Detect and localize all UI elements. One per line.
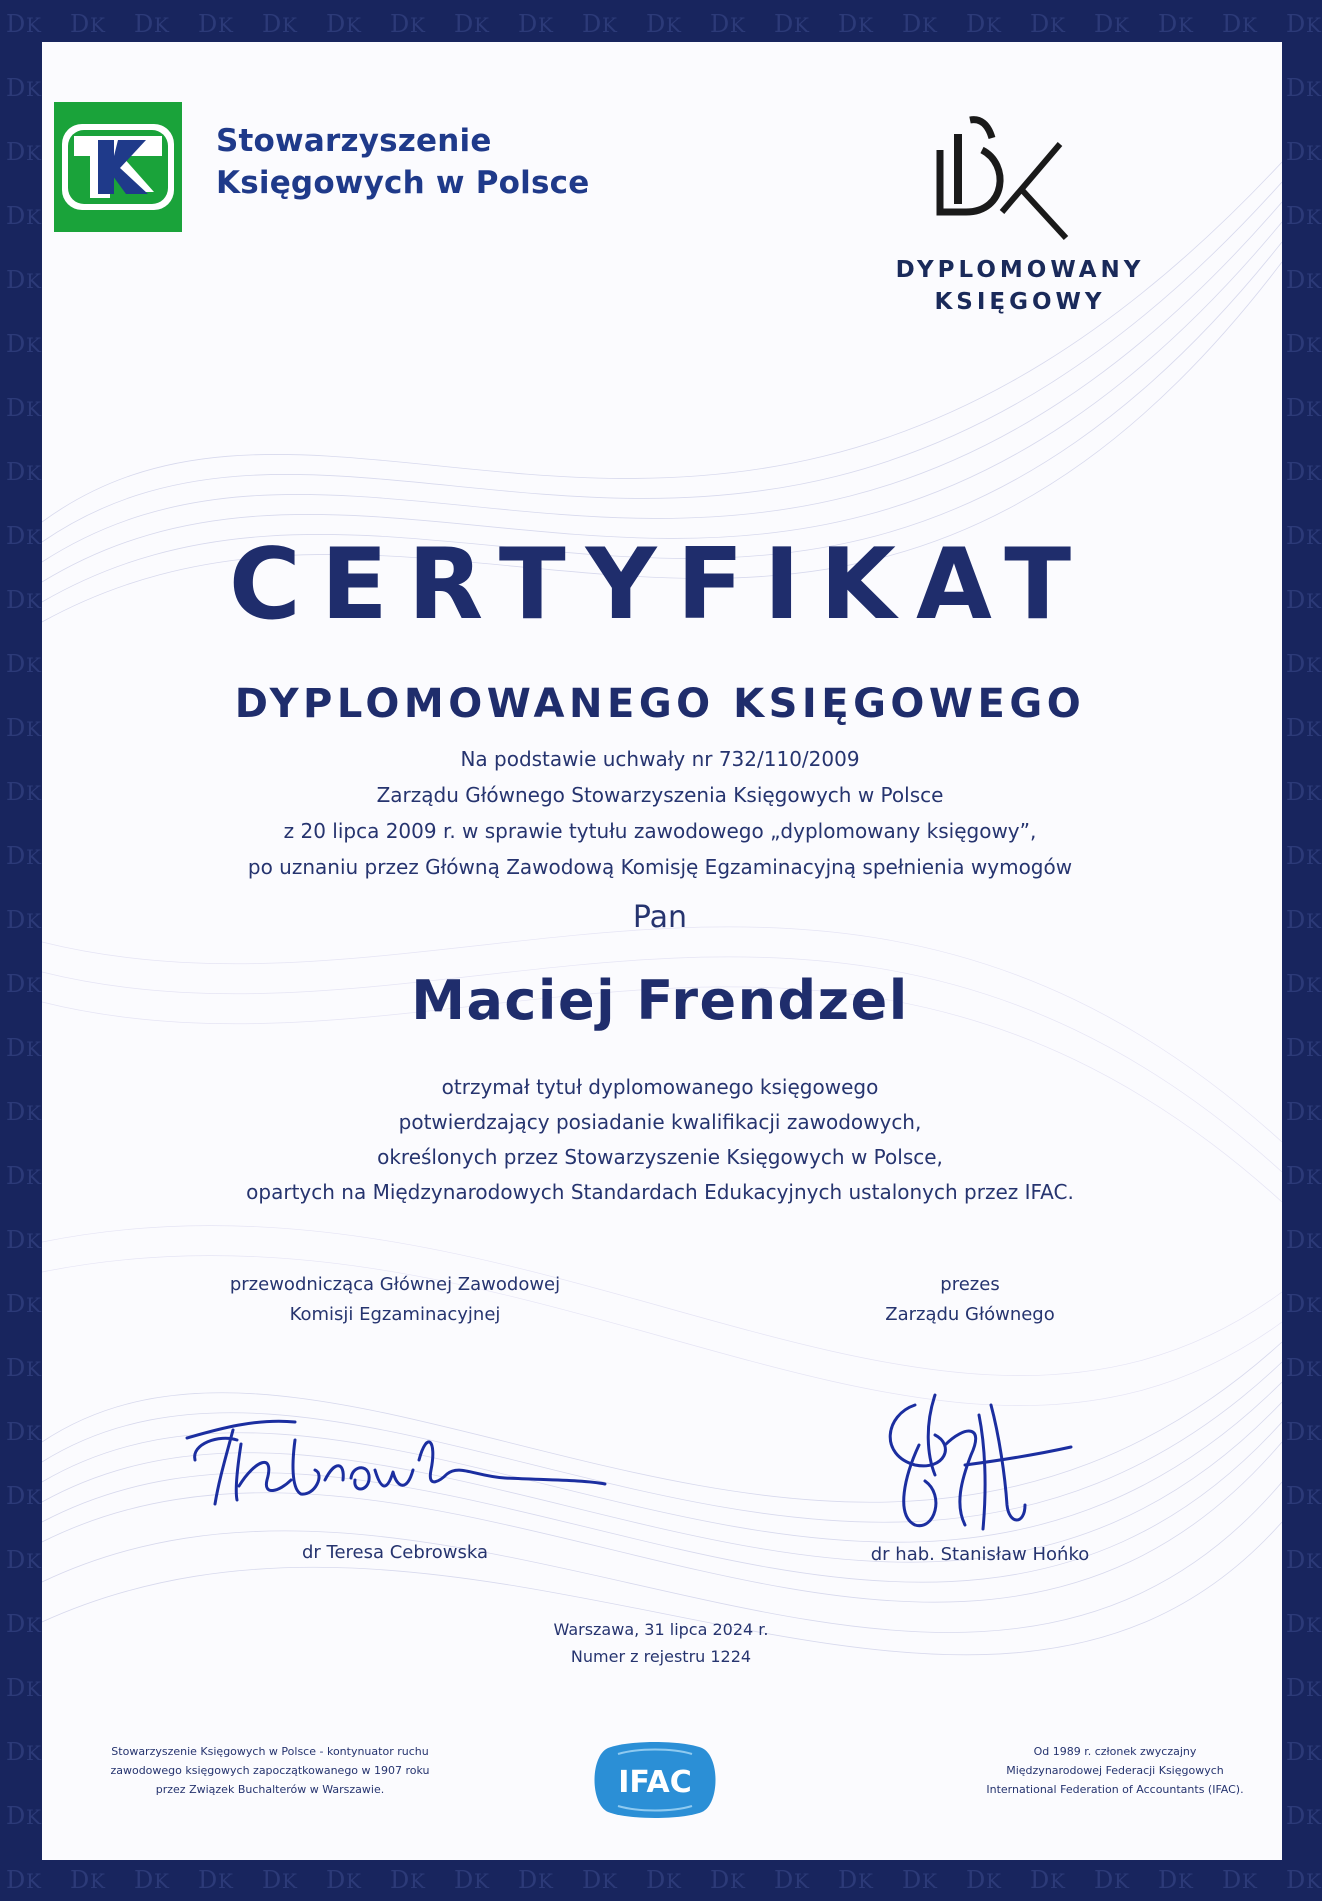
footer-right-note (905, 1742, 1322, 1799)
dk-caption-line2: KSIĘGOWY (934, 289, 1106, 315)
basis-paragraph (60, 741, 1260, 885)
right-handwritten-signature (875, 1385, 1075, 1535)
basis-line: Na podstawie uchwały nr 732/110/2009 (460, 747, 860, 771)
award-paragraph (60, 1070, 1260, 1210)
left-signatory-role (180, 1270, 610, 1330)
left-handwritten-signature (175, 1400, 615, 1520)
right-role-line1: prezes (940, 1274, 1000, 1295)
certificate-title: CERTYFIKAT (228, 528, 1092, 642)
award-line: otrzymał tytuł dyplomowanego księgowego (441, 1075, 879, 1099)
skwp-name-line2: Księgowych w Polsce (216, 165, 590, 201)
footer-right-line: Od 1989 r. członek zwyczajny (1033, 1745, 1197, 1758)
footer-right-line: Międzynarodowej Federacji Księgowych (1006, 1764, 1224, 1777)
right-signatory-name: dr hab. Stanisław Hońko (870, 1544, 1090, 1565)
dk-logo (910, 94, 1095, 244)
left-role-line2: Komisji Egzaminacyjnej (289, 1304, 501, 1325)
register-number: Numer z rejestru 1224 (570, 1647, 752, 1666)
recipient-name: Maciej Frendzel (411, 969, 909, 1032)
place-and-date: Warszawa, 31 lipca 2024 r. (553, 1620, 769, 1639)
footer-right-line: International Federation of Accountants (IFAC). (986, 1783, 1244, 1796)
dk-caption (860, 254, 1180, 318)
skwp-logo (54, 102, 182, 232)
dk-caption-line1: DYPLOMOWANY (895, 257, 1145, 283)
skwp-name-line1: Stowarzyszenie (216, 123, 492, 159)
salutation: Pan (632, 900, 688, 935)
footer-left-note (70, 1742, 470, 1799)
award-line: określonych przez Stowarzyszenie Księgowych w Polsce, (377, 1145, 943, 1169)
ifac-logo (588, 1740, 722, 1820)
right-role-line2: Zarządu Głównego (885, 1304, 1055, 1325)
left-signatory-name: dr Teresa Cebrowska (301, 1542, 489, 1563)
issue-info (400, 1616, 922, 1670)
right-signatory-role (820, 1270, 1120, 1330)
left-role-line1: przewodnicząca Głównej Zawodowej (229, 1274, 561, 1295)
skwp-name (216, 120, 589, 204)
footer-left-line: zawodowego księgowych zapoczątkowanego w 1907 roku (110, 1764, 430, 1777)
footer-left-line: Stowarzyszenie Księgowych w Polsce - kontynuator ruchu (111, 1745, 429, 1758)
basis-line: po uznaniu przez Główną Zawodową Komisję Egzaminacyjną spełnienia wymogów (247, 855, 1073, 879)
footer-left-line: przez Związek Buchalterów w Warszawie. (155, 1783, 385, 1796)
basis-line: z 20 lipca 2009 r. w sprawie tytułu zawodowego „dyplomowany księgowy”, (283, 819, 1037, 843)
basis-line: Zarządu Głównego Stowarzyszenia Księgowych w Polsce (376, 783, 944, 807)
ifac-logo-text: IFAC (618, 1765, 692, 1800)
award-line: opartych na Międzynarodowych Standardach Edukacyjnych ustalonych przez IFAC. (246, 1180, 1074, 1204)
award-line: potwierdzający posiadanie kwalifikacji zawodowych, (398, 1110, 922, 1134)
certificate-subtitle: DYPLOMOWANEGO KSIĘGOWEGO (234, 681, 1086, 727)
